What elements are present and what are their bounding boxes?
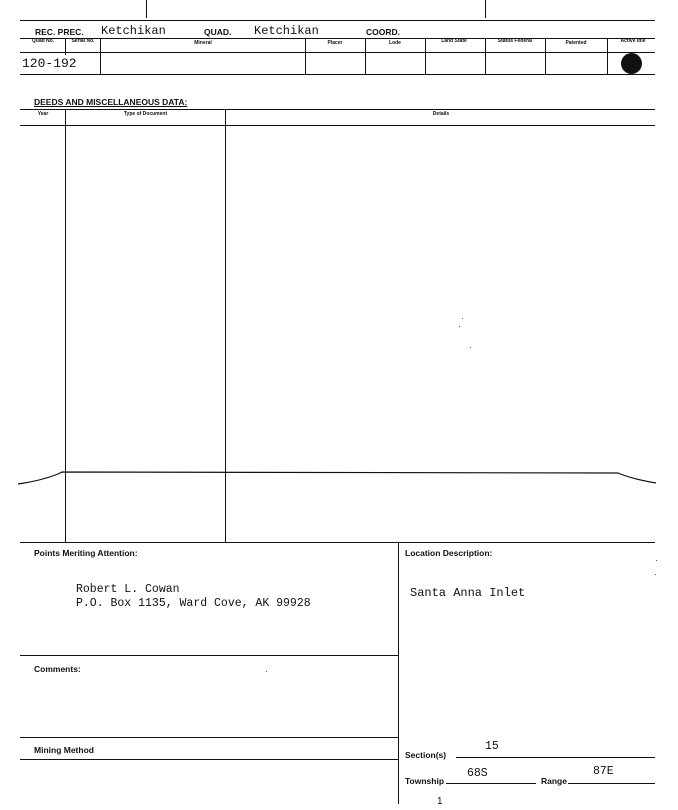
col-divider: [485, 38, 486, 75]
col-divider: [545, 38, 546, 75]
break-line: [0, 466, 678, 490]
col-placer: Placer: [327, 40, 343, 46]
section-underline: [456, 757, 655, 758]
lower-center-divider: [398, 542, 399, 804]
coord-label: COORD.: [366, 27, 400, 37]
page-number: 1: [437, 796, 443, 807]
deeds-header-rule: [20, 125, 655, 126]
col-year: Year: [37, 111, 49, 117]
claims-bottom-rule: [20, 74, 655, 75]
section-label: Section(s): [405, 750, 447, 760]
active-status-dot: [621, 53, 642, 74]
comments-label: Comments:: [34, 664, 81, 674]
township-label: Township: [405, 776, 445, 786]
township-value: 68S: [467, 767, 488, 780]
quad-serial-value: 120-192: [22, 56, 77, 71]
col-divider: [305, 38, 306, 75]
header-rule: [20, 38, 655, 39]
points-bottom-rule: [20, 655, 398, 656]
scan-speck: [462, 318, 463, 319]
col-mineral: Mineral: [194, 40, 212, 46]
claims-header-rule: [20, 52, 655, 53]
deeds-top-rule: [20, 109, 655, 110]
col-lode: Lode: [389, 40, 401, 46]
points-line-name: Robert L. Cowan: [76, 583, 180, 596]
location-value: Santa Anna Inlet: [410, 586, 526, 600]
scan-speck: [459, 326, 460, 327]
scan-speck: [470, 347, 471, 348]
col-details: Details: [432, 111, 450, 117]
col-divider: [425, 38, 426, 75]
range-underline: [568, 783, 655, 784]
scan-speck: [655, 574, 656, 575]
rec-prec-value: Ketchikan: [101, 24, 166, 38]
col-divider: [365, 38, 366, 75]
comments-bottom-rule: [20, 737, 398, 738]
col-patented: Patented: [565, 40, 587, 46]
points-label: Points Meriting Attention:: [34, 548, 138, 558]
col-type-of-document: Type of Document: [123, 111, 168, 117]
top-divider: [146, 0, 147, 18]
col-quad-no: Quad No.: [31, 38, 55, 44]
section-value: 15: [485, 740, 499, 753]
quad-label: QUAD.: [204, 27, 232, 37]
top-divider: [485, 0, 486, 18]
col-serial-no: Serial No.: [71, 38, 95, 44]
col-divider: [65, 38, 66, 55]
mining-method-rule: [20, 759, 398, 760]
range-value: 87E: [593, 765, 614, 778]
top-rule: [20, 20, 655, 21]
scan-speck: [266, 671, 267, 672]
quad-value: Ketchikan: [254, 24, 319, 38]
lower-top-rule: [20, 542, 655, 543]
col-divider: [100, 38, 101, 75]
mining-method-label: Mining Method: [34, 745, 94, 755]
location-label: Location Description:: [405, 548, 493, 558]
col-land-state: Land State: [441, 38, 467, 44]
col-divider: [607, 38, 608, 75]
points-line-address: P.O. Box 1135, Ward Cove, AK 99928: [76, 597, 311, 610]
col-status-federal: Status Federal: [497, 38, 533, 44]
scan-speck: [656, 560, 657, 561]
rec-prec-label: REC. PREC.: [35, 27, 84, 37]
col-active-idle: Active Idle: [620, 38, 646, 44]
township-underline: [446, 783, 536, 784]
range-label: Range: [541, 776, 567, 786]
deeds-title: DEEDS AND MISCELLANEOUS DATA:: [34, 97, 188, 107]
